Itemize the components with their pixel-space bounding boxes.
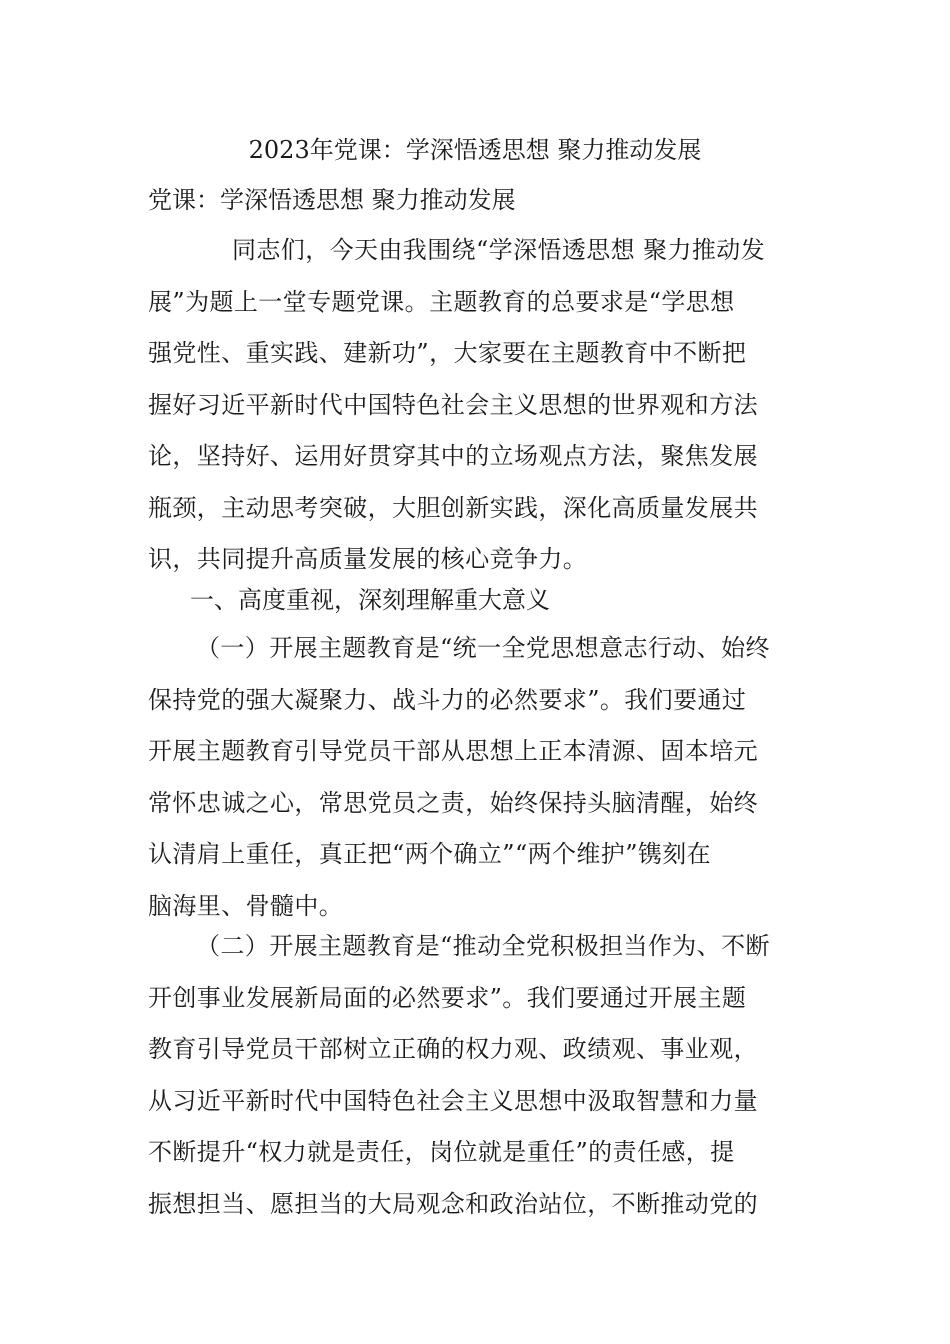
paragraph-line: 常怀忠诚之心，常思党员之责，始终保持头脑清醒，始终 (148, 788, 758, 817)
paragraph-line: 脑海里、骨髓中。 (148, 891, 344, 920)
paragraph-line: 保持党的强大凝聚力、战斗力的必然要求”。我们要通过 (148, 685, 747, 714)
paragraph-line: 识，共同提升高质量发展的核心竞争力。 (148, 545, 588, 573)
paragraph-line: 强党性、重实践、建新功”，大家要在主题教育中不断把 (148, 339, 747, 367)
point-1-paragraph (148, 630, 808, 939)
paragraph-line: 瓶颈，主动思考突破，大胆创新实践，深化高质量发展共 (148, 493, 758, 522)
paragraph-line: 振想担当、愿担当的大局观念和政治站位，不断推动党的 (148, 1189, 758, 1218)
intro-paragraph (148, 232, 808, 593)
paragraph-line: （二）开展主题教育是“推动全党积极担当作为、不断 (196, 932, 770, 960)
paragraph-line: 握好习近平新时代中国特色社会主义思想的世界观和方法 (148, 390, 758, 419)
paragraph-line: 不断提升“权力就是责任，岗位就是重任”的责任感，提 (148, 1138, 735, 1166)
paragraph-line: 从习近平新时代中国特色社会主义思想中汲取智慧和力量 (148, 1086, 758, 1115)
section-heading-1: 一、高度重视，深刻理解重大意义 (190, 586, 550, 614)
paragraph-line: 展”为题上一堂专题党课。主题教育的总要求是“学思想 (148, 287, 735, 316)
paragraph-line: 论，坚持好、运用好贯穿其中的立场观点方法，聚焦发展 (148, 442, 758, 470)
paragraph-line: 开创事业发展新局面的必然要求”。我们要通过开展主题 (148, 983, 747, 1012)
paragraph-line: 认清肩上重任，真正把“两个确立”“两个维护”镌刻在 (148, 840, 712, 868)
paragraph-line: （一）开展主题教育是“统一全党思想意志行动、始终 (196, 634, 770, 662)
paragraph-line: 开展主题教育引导党员干部从思想上正本清源、固本培元 (148, 737, 758, 765)
paragraph-line: 同志们，今天由我围绕“学深悟透思想 聚力推动发 (232, 236, 766, 264)
paragraph-line: 教育引导党员干部树立正确的权力观、政绩观、事业观， (148, 1035, 758, 1063)
document-subtitle: 党课：学深悟透思想 聚力推动发展 (148, 186, 516, 214)
document-title: 2023年党课：学深悟透思想 聚力推动发展 (248, 136, 702, 164)
point-2-paragraph (148, 928, 808, 1237)
